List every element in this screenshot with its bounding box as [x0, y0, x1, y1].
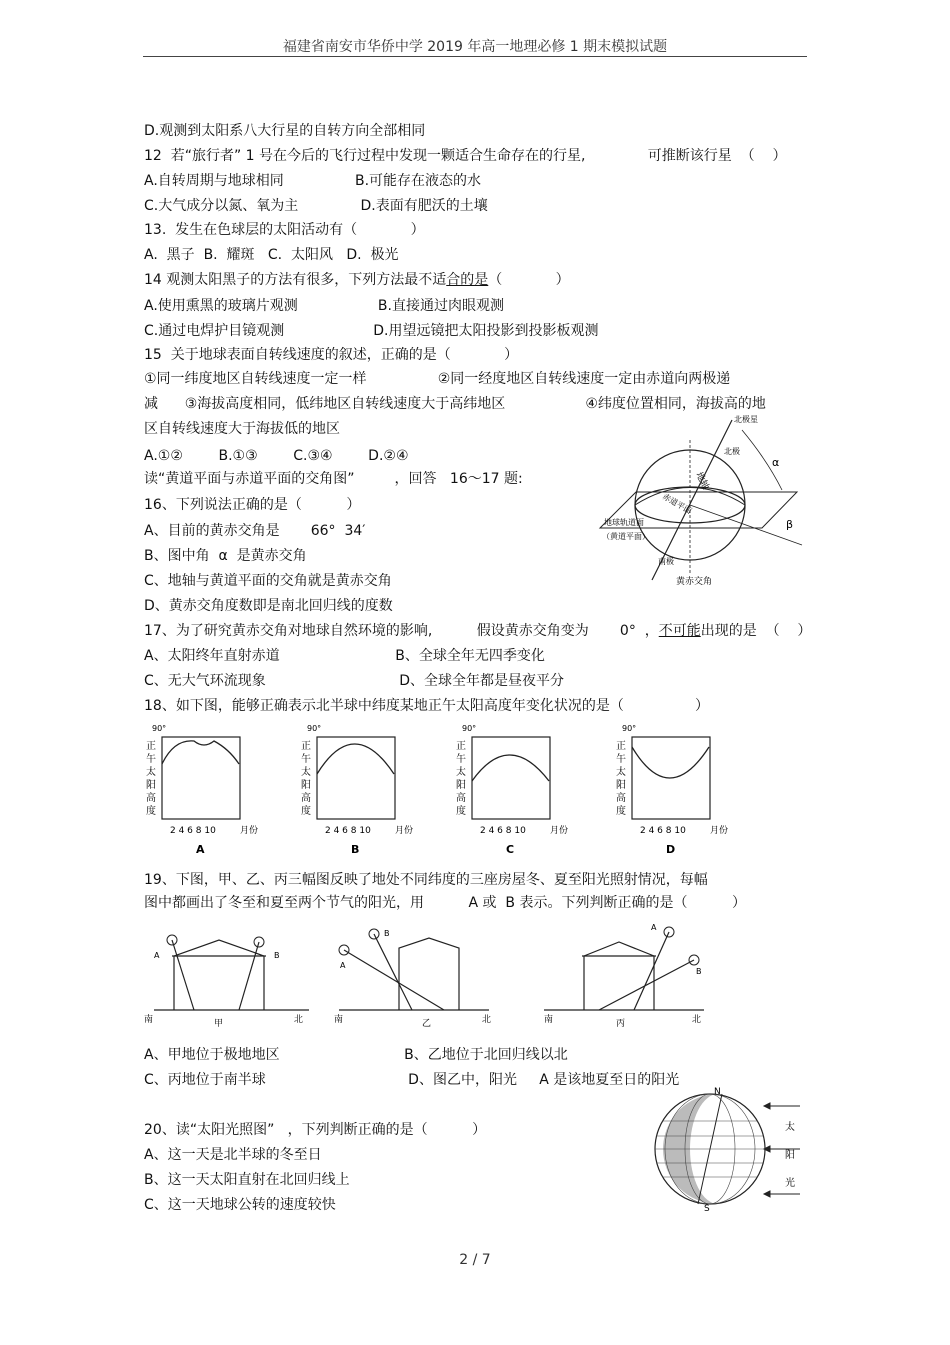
house-yi [339, 934, 489, 1010]
q16-option-a: A、目前的黄赤交角是 66° 34′ [144, 523, 366, 539]
ylabel-char: 高 [456, 793, 466, 804]
q17-underlined: 不可能 [658, 623, 701, 639]
month-unit: 月份 [710, 826, 729, 836]
sunlight-char-3: 光 [785, 1178, 795, 1189]
panel-letter: A [196, 843, 205, 856]
yi-ray-b: B [384, 929, 390, 938]
ylabel-char: 午 [146, 754, 156, 765]
q17-paren: 出现的是 （ ） [700, 623, 812, 639]
q17-text: 17、为了研究黄赤交角对地球自然环境的影响, 假设黄赤交角变为 0° ， [144, 623, 659, 639]
jia-south: 南 [144, 1015, 154, 1025]
page-number: 2 / 7 [459, 1252, 491, 1268]
options-q13: A. 黑子 B. 耀斑 C. 太阳风 D. 极光 [144, 247, 399, 263]
q17-options-cd: C、无大气环流现象 D、全球全年都是昼夜平分 [144, 673, 565, 689]
ylabel-char: 阳 [146, 780, 156, 791]
south-label: S [704, 1204, 710, 1214]
page-header: 福建省南安市华侨中学 2019 年高一地理必修 1 期末模拟试题 [143, 36, 807, 57]
house-bing [544, 932, 704, 1010]
q15-statement-1: ①同一纬度地区自转线速度一定一样 ②同一经度地区自转线速度一定由赤道向两极递 [144, 371, 731, 387]
figure-18 [144, 719, 754, 857]
equator-plane-label: 赤道平面 [661, 491, 694, 516]
q20-option-b: B、这一天太阳直射在北回归线上 [144, 1172, 350, 1188]
ylabel-char: 太 [616, 767, 626, 778]
house-jia [154, 940, 309, 1010]
yi-ray-a: A [340, 961, 346, 970]
tilt-caption: 黄赤交角 [676, 577, 713, 587]
month-unit: 月份 [240, 826, 259, 836]
ecliptic-angle-figure [592, 410, 807, 590]
q19-options-ab: A、甲地位于极地地区 B、乙地位于北回归线以北 [144, 1047, 568, 1063]
panel-letter: D [666, 843, 676, 856]
q16-option-c: C、地轴与黄道平面的交角就是黄赤交角 [144, 573, 392, 589]
yi-south: 南 [334, 1015, 344, 1025]
ylabel-char: 正 [146, 741, 156, 752]
q20-option-a: A、这一天是北半球的冬至日 [144, 1147, 322, 1163]
yi-name: 乙 [422, 1019, 432, 1029]
reading-prompt-16-17: 读“黄道平面与赤道平面的交角图” ，回答 16～17 题: [144, 471, 523, 487]
ylabel-char: 高 [301, 793, 311, 804]
options-q15: A.①② B.①③ C.③④ D.②④ [144, 448, 409, 464]
ylabel-char: 度 [146, 806, 156, 817]
q19-options-cd: C、丙地位于南半球 D、图乙中，阳光 A 是该地夏至日的阳光 [144, 1072, 680, 1088]
figure-20 [640, 1086, 805, 1214]
panel-frame [317, 737, 395, 819]
options-q14-ab: A.使用熏黑的玻璃片观测 B.直接通过肉眼观测 [144, 298, 504, 314]
north-star-label: 北极星 [734, 415, 758, 424]
ninety-label: 90° [462, 724, 477, 733]
question-14 [144, 271, 570, 289]
axis-label: 地轴 [693, 470, 711, 492]
panel-letter: B [351, 843, 360, 856]
north-label: N [714, 1087, 721, 1097]
q20-option-c: C、这一天地球公转的速度较快 [144, 1197, 336, 1213]
altitude-curve [632, 747, 709, 778]
question-12: 12 若“旅行者” 1 号在今后的飞行过程中发现一颗适合生命存在的行星, 可推断该行星 （ ） [144, 148, 787, 164]
month-ticks: 2 4 6 8 10 [480, 826, 526, 836]
q17-options-ab: A、太阳终年直射赤道 B、全球全年无四季变化 [144, 648, 545, 664]
q14-text: 14 观测太阳黑子的方法有很多，下列方法最不适 [144, 272, 447, 288]
ylabel-char: 正 [456, 741, 466, 752]
south-pole-label: 南极 [658, 557, 674, 566]
q14-underlined: 合的是 [446, 272, 489, 288]
ylabel-char: 阳 [301, 780, 311, 791]
ylabel-char: 高 [146, 793, 156, 804]
sunlight-char-1: 太 [785, 1122, 795, 1133]
fig18-panel-B [301, 724, 413, 856]
altitude-curve [472, 755, 549, 781]
jia-name: 甲 [214, 1019, 224, 1029]
question-16: 16、下列说法正确的是（ ） [144, 497, 361, 513]
question-19-line1: 19、下图，甲、乙、丙三幅图反映了地处不同纬度的三座房屋冬、夏至阳光照射情况，每幅 [144, 872, 708, 888]
question-17 [144, 622, 811, 640]
bing-name: 丙 [616, 1019, 626, 1029]
fig18-panel-A [146, 724, 258, 856]
bing-south: 南 [544, 1015, 554, 1025]
jia-ray-a: A [154, 951, 160, 960]
ylabel-char: 度 [456, 806, 466, 817]
option-d-q11: D.观测到太阳系八大行星的自转方向全部相同 [144, 123, 426, 139]
month-ticks: 2 4 6 8 10 [325, 826, 371, 836]
figure-19 [144, 922, 714, 1030]
altitude-curve [317, 744, 394, 774]
month-ticks: 2 4 6 8 10 [640, 826, 686, 836]
fig18-svg [144, 719, 754, 857]
ninety-label: 90° [152, 724, 167, 733]
altitude-curve [162, 741, 239, 764]
ecliptic-label: （黄道平面） [602, 532, 650, 541]
jia-ray-b: B [274, 951, 280, 960]
q15-statement-3: 区自转线速度大于海拔低的地区 [144, 421, 340, 437]
question-19-line2: 图中都画出了冬至和夏至两个节气的阳光，用 A 或 B 表示。下列判断正确的是（ ） [144, 895, 746, 911]
sunlight-char-2: 阳 [785, 1150, 795, 1161]
options-q12-cd: C.大气成分以氮、氧为主 D.表面有肥沃的土壤 [144, 198, 488, 214]
ylabel-char: 阳 [456, 780, 466, 791]
options-q14-cd: C.通过电焊护目镜观测 D.用望远镜把太阳投影到投影板观测 [144, 323, 599, 339]
orbit-plane-label: 地球轨道面 [604, 518, 644, 527]
ylabel-char: 太 [456, 767, 466, 778]
month-unit: 月份 [550, 826, 569, 836]
north-pole-label: 北极 [724, 447, 740, 456]
question-15: 15 关于地球表面自转线速度的叙述，正确的是（ ） [144, 347, 519, 363]
fig18-panel-D [616, 724, 728, 856]
q16-option-b: B、图中角 α 是黄赤交角 [144, 548, 307, 564]
ylabel-char: 午 [456, 754, 466, 765]
ylabel-char: 正 [616, 741, 626, 752]
jia-north: 北 [294, 1015, 304, 1025]
question-18: 18、如下图，能够正确表示北半球中纬度某地正午太阳高度年变化状况的是（ ） [144, 698, 710, 714]
month-ticks: 2 4 6 8 10 [170, 826, 216, 836]
panel-frame [162, 737, 240, 819]
options-q12-ab: A.自转周期与地球相同 B.可能存在液态的水 [144, 173, 482, 189]
alpha-symbol: α [772, 456, 780, 469]
question-20: 20、读“太阳光照图” ，下列判断正确的是（ ） [144, 1122, 487, 1138]
ylabel-char: 午 [616, 754, 626, 765]
bing-ray-b: B [696, 967, 702, 976]
panel-letter: C [506, 843, 515, 856]
ylabel-char: 太 [146, 767, 156, 778]
ninety-label: 90° [307, 724, 322, 733]
q14-paren: （ ） [488, 272, 570, 288]
ylabel-char: 太 [301, 767, 311, 778]
month-unit: 月份 [395, 826, 414, 836]
question-13: 13. 发生在色球层的太阳活动有（ ） [144, 222, 425, 238]
beta-symbol: β [786, 518, 794, 531]
q15-statement-2: 减 ③海拔高度相同，低纬地区自转线速度大于高纬地区 ④纬度位置相同，海拔高的地 [144, 396, 766, 412]
q16-option-d: D、黄赤交角度数即是南北回归线的度数 [144, 598, 393, 614]
ylabel-char: 高 [616, 793, 626, 804]
bing-ray-a: A [651, 923, 657, 932]
ylabel-char: 午 [301, 754, 311, 765]
ninety-label: 90° [622, 724, 637, 733]
ylabel-char: 度 [301, 806, 311, 817]
panel-frame [472, 737, 550, 819]
ylabel-char: 度 [616, 806, 626, 817]
ylabel-char: 阳 [616, 780, 626, 791]
yi-north: 北 [482, 1015, 492, 1025]
fig18-panel-C [456, 724, 568, 856]
bing-north: 北 [692, 1015, 702, 1025]
ylabel-char: 正 [301, 741, 311, 752]
